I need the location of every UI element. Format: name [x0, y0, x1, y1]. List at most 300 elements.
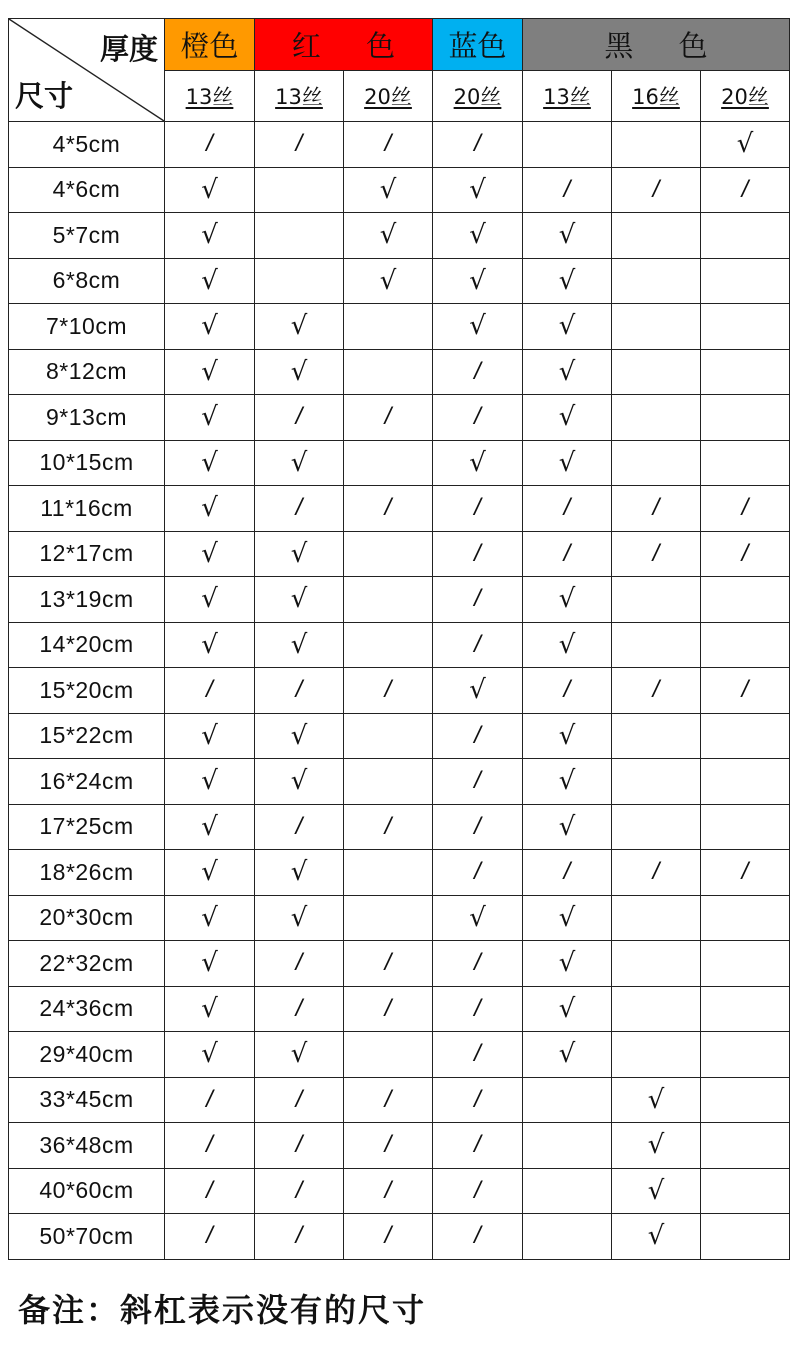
slash-mark: /	[474, 858, 481, 886]
availability-cell	[433, 941, 523, 987]
availability-cell	[165, 622, 255, 668]
availability-cell	[523, 941, 612, 987]
availability-cell	[344, 1032, 433, 1078]
check-mark: √	[558, 811, 576, 842]
availability-cell	[701, 1168, 790, 1214]
table-row	[9, 1168, 790, 1214]
slash-mark: /	[474, 767, 481, 795]
availability-cell	[523, 213, 612, 259]
availability-cell	[165, 486, 255, 532]
availability-cell	[523, 349, 612, 395]
availability-cell	[344, 1214, 433, 1260]
availability-cell	[433, 713, 523, 759]
check-mark: √	[558, 902, 576, 933]
availability-cell	[612, 759, 701, 805]
availability-cell	[612, 1123, 701, 1169]
check-mark: √	[558, 265, 576, 296]
size-cell: 7*10cm	[9, 304, 165, 350]
availability-cell	[612, 577, 701, 623]
availability-cell	[344, 622, 433, 668]
availability-cell	[433, 850, 523, 896]
availability-cell	[255, 349, 344, 395]
thickness-header-0	[165, 71, 255, 122]
check-mark: √	[558, 402, 576, 433]
availability-cell	[255, 1168, 344, 1214]
slash-mark: /	[652, 175, 660, 203]
availability-cell	[701, 577, 790, 623]
slash-mark: /	[206, 1176, 213, 1204]
availability-cell	[255, 986, 344, 1032]
availability-cell	[165, 258, 255, 304]
availability-cell	[523, 531, 612, 577]
table-row	[9, 122, 790, 168]
availability-cell	[165, 668, 255, 714]
availability-cell	[523, 804, 612, 850]
slash-mark: /	[295, 994, 303, 1022]
size-cell: 10*15cm	[9, 440, 165, 486]
size-cell: 15*20cm	[9, 668, 165, 714]
availability-cell	[612, 986, 701, 1032]
availability-cell	[344, 531, 433, 577]
availability-cell	[344, 304, 433, 350]
availability-cell	[701, 713, 790, 759]
availability-cell	[344, 895, 433, 941]
availability-cell	[255, 1214, 344, 1260]
table-row	[9, 1123, 790, 1169]
availability-cell	[255, 941, 344, 987]
table-row	[9, 258, 790, 304]
slash-mark: /	[474, 1176, 481, 1204]
availability-cell	[701, 850, 790, 896]
availability-cell	[523, 486, 612, 532]
check-mark: √	[647, 1084, 665, 1115]
availability-cell	[523, 668, 612, 714]
check-mark: √	[201, 811, 218, 842]
availability-cell	[612, 304, 701, 350]
availability-cell	[433, 486, 523, 532]
availability-cell	[165, 1123, 255, 1169]
availability-cell	[701, 1214, 790, 1260]
availability-cell	[523, 258, 612, 304]
check-mark: √	[736, 129, 754, 160]
check-mark: √	[201, 311, 218, 342]
check-mark: √	[290, 902, 308, 933]
check-mark: √	[290, 720, 308, 751]
size-availability-table	[8, 18, 790, 1260]
availability-cell	[433, 1077, 523, 1123]
size-cell: 6*8cm	[9, 258, 165, 304]
availability-cell	[701, 895, 790, 941]
table-row	[9, 395, 790, 441]
check-mark: √	[379, 265, 397, 296]
availability-cell	[523, 304, 612, 350]
availability-cell	[165, 895, 255, 941]
check-mark: √	[201, 766, 218, 797]
availability-cell	[701, 1123, 790, 1169]
slash-mark: /	[206, 676, 213, 704]
availability-cell	[523, 1123, 612, 1169]
availability-cell	[701, 167, 790, 213]
availability-cell	[255, 759, 344, 805]
check-mark: √	[290, 538, 308, 569]
availability-cell	[344, 804, 433, 850]
slash-mark: /	[206, 1222, 213, 1250]
thickness-header-5	[612, 71, 701, 122]
slash-mark: /	[474, 1222, 481, 1250]
availability-cell	[433, 258, 523, 304]
availability-cell	[433, 304, 523, 350]
availability-cell	[523, 1077, 612, 1123]
footnote: 备注：斜杠表示没有的尺寸	[18, 1291, 427, 1329]
check-mark: √	[469, 447, 486, 478]
table-body	[9, 122, 790, 1260]
table-row	[9, 668, 790, 714]
check-mark: √	[201, 948, 218, 979]
availability-cell	[344, 850, 433, 896]
slash-mark: /	[741, 539, 749, 567]
availability-cell	[344, 1077, 433, 1123]
check-mark: √	[647, 1175, 665, 1206]
thickness-label: 20丝	[364, 85, 412, 109]
slash-mark: /	[384, 403, 392, 431]
availability-cell	[165, 122, 255, 168]
size-cell: 29*40cm	[9, 1032, 165, 1078]
check-mark: √	[290, 311, 308, 342]
availability-cell	[344, 1123, 433, 1169]
availability-cell	[701, 349, 790, 395]
availability-cell	[612, 895, 701, 941]
size-cell: 9*13cm	[9, 395, 165, 441]
availability-cell	[165, 213, 255, 259]
availability-cell	[612, 1214, 701, 1260]
check-mark: √	[469, 174, 486, 205]
slash-mark: /	[384, 676, 392, 704]
check-mark: √	[290, 629, 308, 660]
check-mark: √	[558, 584, 576, 615]
availability-cell	[165, 850, 255, 896]
color-header-row	[9, 19, 790, 71]
availability-cell	[255, 531, 344, 577]
check-mark: √	[290, 356, 308, 387]
slash-mark: /	[563, 539, 571, 567]
slash-mark: /	[295, 1131, 303, 1159]
slash-mark: /	[652, 858, 660, 886]
check-mark: √	[469, 902, 486, 933]
availability-cell	[701, 1077, 790, 1123]
availability-cell	[701, 531, 790, 577]
availability-cell	[523, 395, 612, 441]
slash-mark: /	[295, 1176, 303, 1204]
slash-mark: /	[474, 585, 481, 613]
slash-mark: /	[474, 949, 481, 977]
availability-cell	[255, 122, 344, 168]
availability-cell	[612, 486, 701, 532]
availability-cell	[344, 759, 433, 805]
availability-cell	[433, 759, 523, 805]
color-header-1: 红 色	[255, 19, 433, 71]
check-mark: √	[201, 447, 218, 478]
table-row	[9, 895, 790, 941]
availability-cell	[165, 804, 255, 850]
check-mark: √	[469, 311, 486, 342]
availability-cell	[612, 713, 701, 759]
size-cell: 14*20cm	[9, 622, 165, 668]
check-mark: √	[201, 265, 218, 296]
availability-cell	[165, 349, 255, 395]
availability-cell	[344, 486, 433, 532]
size-cell: 4*6cm	[9, 167, 165, 213]
check-mark: √	[379, 220, 397, 251]
availability-cell	[165, 941, 255, 987]
availability-cell	[255, 804, 344, 850]
thickness-label: 20丝	[453, 85, 502, 109]
check-mark: √	[290, 857, 308, 888]
size-cell: 11*16cm	[9, 486, 165, 532]
availability-cell	[255, 895, 344, 941]
availability-cell	[523, 1032, 612, 1078]
availability-cell	[255, 167, 344, 213]
availability-cell	[255, 713, 344, 759]
table-row	[9, 986, 790, 1032]
availability-cell	[701, 986, 790, 1032]
availability-cell	[344, 258, 433, 304]
slash-mark: /	[384, 1131, 392, 1159]
availability-cell	[701, 941, 790, 987]
check-mark: √	[201, 629, 218, 660]
thickness-header-2	[344, 71, 433, 122]
availability-cell	[612, 1077, 701, 1123]
check-mark: √	[558, 1039, 576, 1070]
check-mark: √	[201, 584, 218, 615]
availability-cell	[344, 577, 433, 623]
availability-cell	[255, 577, 344, 623]
check-mark: √	[201, 356, 218, 387]
availability-cell	[433, 895, 523, 941]
slash-mark: /	[474, 494, 481, 522]
check-mark: √	[290, 584, 308, 615]
availability-cell	[255, 440, 344, 486]
check-mark: √	[201, 902, 218, 933]
availability-cell	[433, 122, 523, 168]
availability-cell	[433, 804, 523, 850]
size-cell: 22*32cm	[9, 941, 165, 987]
slash-mark: /	[474, 357, 481, 385]
availability-cell	[701, 122, 790, 168]
availability-cell	[255, 850, 344, 896]
availability-cell	[255, 1077, 344, 1123]
availability-cell	[433, 1032, 523, 1078]
availability-cell	[523, 759, 612, 805]
availability-cell	[165, 395, 255, 441]
thickness-label: 13丝	[185, 85, 234, 109]
slash-mark: /	[384, 812, 392, 840]
slash-mark: /	[295, 403, 303, 431]
check-mark: √	[379, 174, 397, 205]
availability-cell	[255, 668, 344, 714]
slash-mark: /	[652, 539, 660, 567]
availability-cell	[255, 1032, 344, 1078]
slash-mark: /	[474, 630, 481, 658]
check-mark: √	[290, 766, 308, 797]
availability-cell	[433, 668, 523, 714]
slash-mark: /	[295, 494, 303, 522]
color-header-3: 黑 色	[523, 19, 790, 71]
availability-cell	[612, 349, 701, 395]
check-mark: √	[558, 220, 576, 251]
availability-cell	[255, 304, 344, 350]
slash-mark: /	[384, 1085, 392, 1113]
availability-cell	[701, 213, 790, 259]
table-row	[9, 577, 790, 623]
availability-cell	[433, 349, 523, 395]
thickness-label: 13丝	[275, 85, 323, 109]
availability-cell	[344, 349, 433, 395]
availability-cell	[523, 167, 612, 213]
slash-mark: /	[295, 812, 303, 840]
thickness-header-1	[255, 71, 344, 122]
availability-cell	[701, 304, 790, 350]
size-cell: 5*7cm	[9, 213, 165, 259]
availability-cell	[523, 122, 612, 168]
slash-mark: /	[474, 130, 481, 158]
availability-cell	[612, 258, 701, 304]
check-mark: √	[558, 948, 576, 979]
availability-cell	[433, 577, 523, 623]
availability-cell	[165, 759, 255, 805]
thickness-header-4	[523, 71, 612, 122]
table-row	[9, 622, 790, 668]
availability-cell	[612, 668, 701, 714]
availability-cell	[612, 1032, 701, 1078]
availability-cell	[165, 167, 255, 213]
availability-cell	[165, 1168, 255, 1214]
thickness-label: 20丝	[721, 85, 769, 109]
slash-mark: /	[474, 812, 481, 840]
availability-cell	[255, 622, 344, 668]
check-mark: √	[558, 311, 576, 342]
availability-cell	[344, 941, 433, 987]
availability-cell	[523, 622, 612, 668]
availability-cell	[344, 395, 433, 441]
table-row	[9, 713, 790, 759]
table-row	[9, 941, 790, 987]
size-cell: 24*36cm	[9, 986, 165, 1032]
slash-mark: /	[295, 1085, 303, 1113]
availability-cell	[433, 1123, 523, 1169]
slash-mark: /	[384, 994, 392, 1022]
check-mark: √	[558, 720, 576, 751]
availability-cell	[612, 395, 701, 441]
table-row	[9, 486, 790, 532]
table-row	[9, 167, 790, 213]
slash-mark: /	[384, 949, 392, 977]
table-row	[9, 531, 790, 577]
slash-mark: /	[384, 1222, 392, 1250]
slash-mark: /	[563, 494, 571, 522]
availability-cell	[612, 531, 701, 577]
availability-cell	[612, 622, 701, 668]
check-mark: √	[201, 993, 218, 1024]
slash-mark: /	[206, 130, 213, 158]
slash-mark: /	[474, 1131, 481, 1159]
size-cell: 20*30cm	[9, 895, 165, 941]
availability-cell	[344, 167, 433, 213]
thickness-header-6	[701, 71, 790, 122]
size-cell: 15*22cm	[9, 713, 165, 759]
availability-cell	[433, 167, 523, 213]
table-row	[9, 440, 790, 486]
table-row	[9, 804, 790, 850]
size-cell: 17*25cm	[9, 804, 165, 850]
availability-cell	[344, 668, 433, 714]
check-mark: √	[558, 993, 576, 1024]
slash-mark: /	[474, 1040, 481, 1068]
check-mark: √	[469, 675, 486, 706]
check-mark: √	[647, 1130, 665, 1161]
check-mark: √	[647, 1221, 665, 1252]
availability-cell	[612, 167, 701, 213]
size-cell: 36*48cm	[9, 1123, 165, 1169]
availability-cell	[255, 486, 344, 532]
color-header-2: 蓝色	[433, 19, 523, 71]
slash-mark: /	[563, 676, 571, 704]
availability-cell	[165, 531, 255, 577]
slash-mark: /	[295, 676, 303, 704]
availability-cell	[701, 258, 790, 304]
corner-header-cell	[9, 19, 165, 122]
availability-cell	[165, 1032, 255, 1078]
size-cell: 16*24cm	[9, 759, 165, 805]
availability-cell	[255, 258, 344, 304]
availability-cell	[523, 577, 612, 623]
availability-cell	[612, 941, 701, 987]
availability-cell	[255, 395, 344, 441]
color-header-0: 橙色	[165, 19, 255, 71]
slash-mark: /	[652, 676, 660, 704]
check-mark: √	[201, 857, 218, 888]
availability-cell	[701, 395, 790, 441]
check-mark: √	[201, 220, 218, 251]
size-cell: 12*17cm	[9, 531, 165, 577]
slash-mark: /	[295, 1222, 303, 1250]
table-row	[9, 850, 790, 896]
table-row	[9, 1077, 790, 1123]
check-mark: √	[201, 174, 218, 205]
availability-cell	[612, 213, 701, 259]
slash-mark: /	[295, 949, 303, 977]
availability-cell	[344, 1168, 433, 1214]
check-mark: √	[558, 447, 576, 478]
availability-cell	[433, 395, 523, 441]
size-cell: 33*45cm	[9, 1077, 165, 1123]
table-row	[9, 1032, 790, 1078]
slash-mark: /	[295, 130, 303, 158]
availability-cell	[701, 622, 790, 668]
table-row	[9, 213, 790, 259]
availability-cell	[344, 213, 433, 259]
size-cell: 18*26cm	[9, 850, 165, 896]
availability-cell	[255, 213, 344, 259]
slash-mark: /	[384, 1176, 392, 1204]
availability-cell	[523, 986, 612, 1032]
availability-cell	[433, 440, 523, 486]
slash-mark: /	[741, 175, 749, 203]
check-mark: √	[469, 265, 486, 296]
availability-cell	[165, 713, 255, 759]
availability-cell	[433, 1214, 523, 1260]
availability-cell	[701, 1032, 790, 1078]
availability-cell	[165, 1214, 255, 1260]
